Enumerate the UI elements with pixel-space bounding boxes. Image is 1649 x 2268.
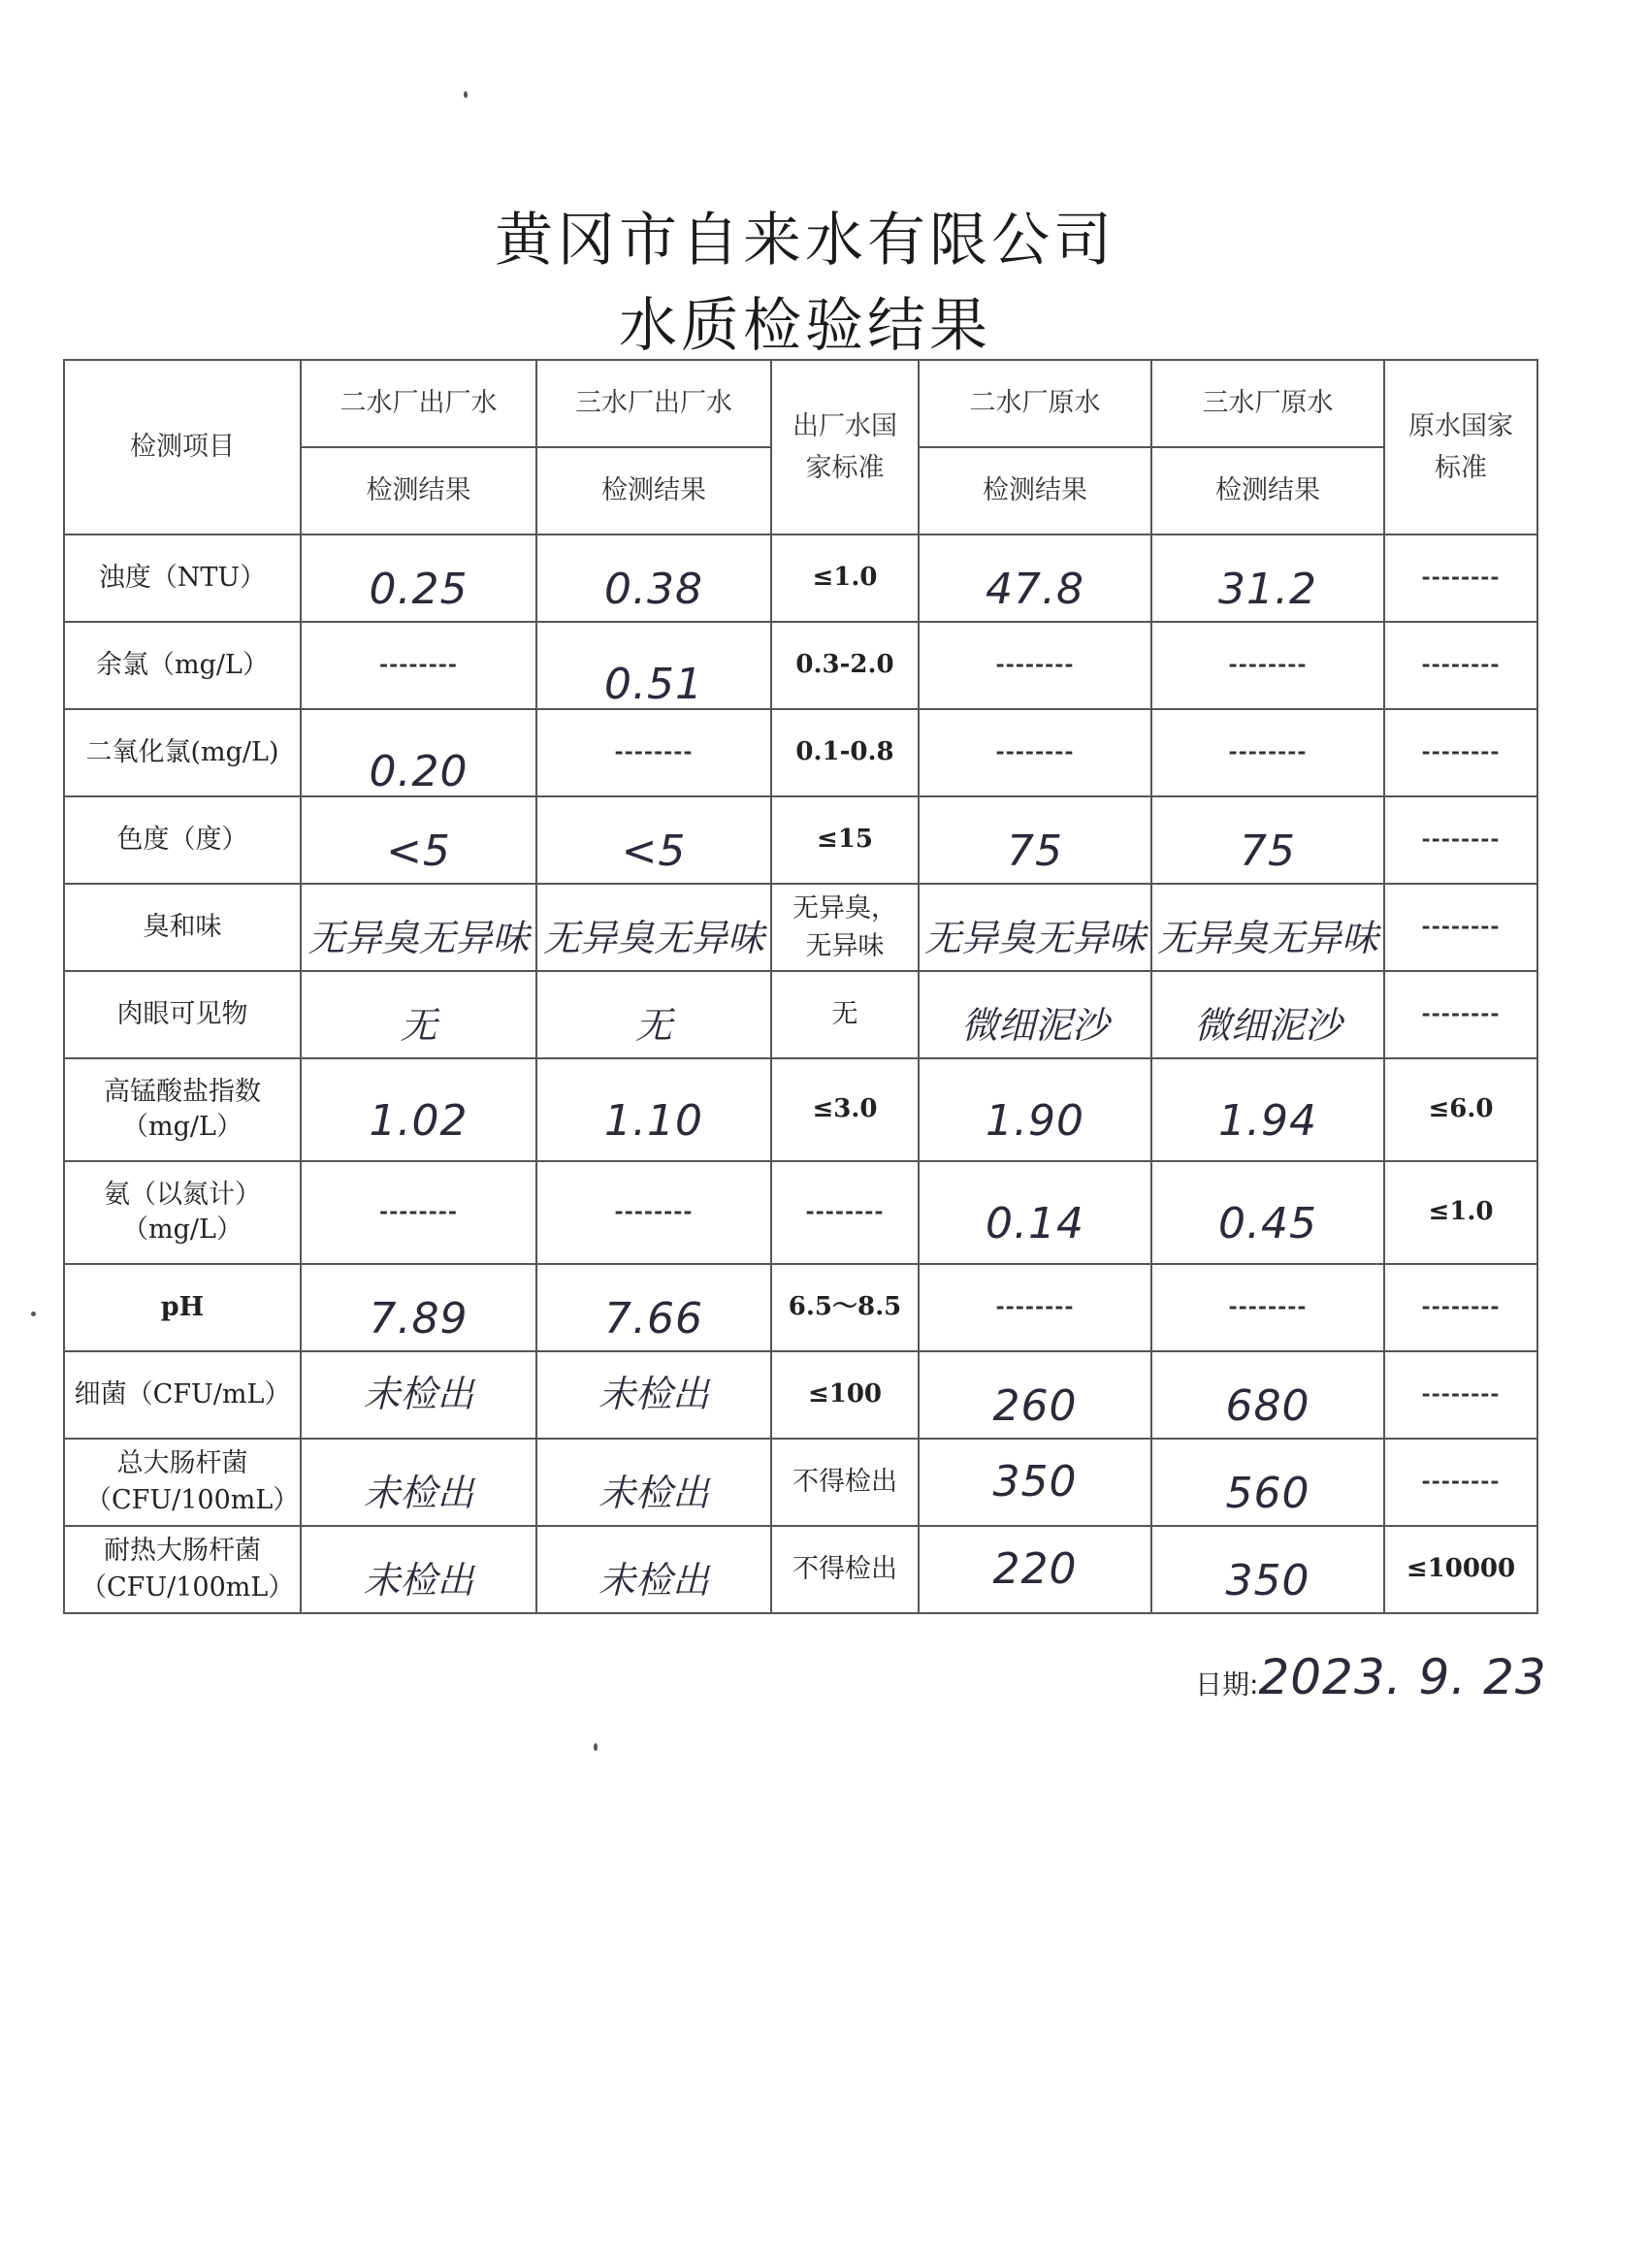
cell-col1: -------- bbox=[301, 622, 536, 709]
handwritten-value: 0.45 bbox=[1218, 1199, 1317, 1249]
handwritten-value: 未检出 bbox=[598, 1373, 709, 1416]
handwritten-value: 0.51 bbox=[604, 660, 703, 709]
cell-col2: -------- bbox=[536, 709, 771, 796]
handwritten-value: 7.89 bbox=[369, 1294, 469, 1345]
handwritten-value: <5 bbox=[621, 826, 687, 877]
cell-std-raw: -------- bbox=[1384, 1264, 1537, 1351]
table-row bbox=[64, 1058, 1537, 1161]
table-row bbox=[64, 1264, 1537, 1351]
row-item bbox=[64, 1161, 301, 1264]
cell-std-out: -------- bbox=[771, 1161, 919, 1264]
header-col3: 二水厂原水 bbox=[919, 360, 1151, 447]
cell-std-out bbox=[771, 884, 919, 971]
document-subtitle: 水质检验结果 bbox=[619, 292, 991, 360]
handwritten-value: 未检出 bbox=[363, 1373, 474, 1416]
row-item: pH bbox=[64, 1264, 301, 1351]
cell-std-raw: -------- bbox=[1384, 709, 1537, 796]
cell-col1 bbox=[301, 1264, 536, 1351]
cell-std-raw: ≤1.0 bbox=[1384, 1161, 1537, 1264]
cell-col1 bbox=[301, 1439, 536, 1526]
cell-std-raw: -------- bbox=[1384, 1351, 1537, 1439]
handwritten-value: 0.20 bbox=[369, 747, 469, 796]
handwritten-value: <5 bbox=[386, 826, 451, 877]
handwritten-value: 560 bbox=[1225, 1469, 1310, 1519]
cell-std-out: ≤100 bbox=[771, 1351, 919, 1439]
handwritten-value: 无 bbox=[634, 1004, 672, 1048]
header-std-raw bbox=[1384, 360, 1537, 535]
handwritten-value: 75 bbox=[1240, 826, 1296, 877]
cell-std-raw: -------- bbox=[1384, 884, 1537, 971]
date-block bbox=[1195, 1649, 1547, 1705]
water-quality-table bbox=[63, 359, 1538, 1614]
cell-col4 bbox=[1151, 796, 1384, 884]
cell-std-raw: -------- bbox=[1384, 535, 1537, 622]
handwritten-value: 无异臭无异味 bbox=[307, 917, 530, 960]
cell-std-out: 0.3-2.0 bbox=[771, 622, 919, 709]
handwritten-value: 未检出 bbox=[598, 1559, 709, 1603]
cell-col4: -------- bbox=[1151, 622, 1384, 709]
row-item: 臭和味 bbox=[64, 884, 301, 971]
table-row bbox=[64, 796, 1537, 884]
cell-col2 bbox=[536, 1058, 771, 1161]
row-item-text: 氨（以氮计）（mg/L） bbox=[104, 1179, 261, 1245]
handwritten-value: 0.38 bbox=[604, 565, 703, 615]
header-item: 检测项目 bbox=[64, 360, 301, 535]
handwritten-value: 微细泥沙 bbox=[960, 1004, 1109, 1048]
cell-col3 bbox=[919, 1526, 1151, 1613]
cell-std-out: ≤15 bbox=[771, 796, 919, 884]
handwritten-value: 无异臭无异味 bbox=[1156, 917, 1378, 960]
header-std-raw-text: 原水国家标准 bbox=[1408, 410, 1513, 483]
cell-col1 bbox=[301, 796, 536, 884]
cell-std-raw: -------- bbox=[1384, 796, 1537, 884]
table-row bbox=[64, 1439, 1537, 1526]
table-row bbox=[64, 622, 1537, 709]
row-item: 二氧化氯(mg/L) bbox=[64, 709, 301, 796]
cell-col2 bbox=[536, 796, 771, 884]
header-result-col3: 检测结果 bbox=[919, 447, 1151, 535]
row-item-text: 耐热大肠杆菌（CFU/100mL） bbox=[81, 1536, 295, 1603]
cell-std-out: ≤3.0 bbox=[771, 1058, 919, 1161]
cell-col4: -------- bbox=[1151, 1264, 1384, 1351]
table-row bbox=[64, 971, 1537, 1058]
cell-col3 bbox=[919, 1439, 1151, 1526]
handwritten-value: 220 bbox=[992, 1544, 1078, 1595]
handwritten-value: 47.8 bbox=[986, 565, 1084, 615]
cell-col3 bbox=[919, 1058, 1151, 1161]
handwritten-value: 680 bbox=[1225, 1381, 1310, 1432]
cell-std-raw: -------- bbox=[1384, 1439, 1537, 1526]
row-item-text: 高锰酸盐指数（mg/L） bbox=[104, 1076, 261, 1142]
date-label: 日期: bbox=[1195, 1669, 1259, 1701]
handwritten-value: 无 bbox=[400, 1004, 437, 1048]
table-row bbox=[64, 535, 1537, 622]
cell-col3 bbox=[919, 1161, 1151, 1264]
row-item bbox=[64, 1526, 301, 1613]
std-out-text: 无异臭，无异味 bbox=[792, 892, 897, 961]
row-item: 色度（度） bbox=[64, 796, 301, 884]
cell-col3 bbox=[919, 535, 1151, 622]
row-item bbox=[64, 1439, 301, 1526]
handwritten-value: 无异臭无异味 bbox=[542, 917, 764, 960]
handwritten-value: 未检出 bbox=[363, 1559, 474, 1603]
table-row bbox=[64, 884, 1537, 971]
cell-col1 bbox=[301, 1526, 536, 1613]
cell-col4 bbox=[1151, 971, 1384, 1058]
cell-std-out: ≤1.0 bbox=[771, 535, 919, 622]
cell-col4 bbox=[1151, 1161, 1384, 1264]
cell-col3: -------- bbox=[919, 1264, 1151, 1351]
cell-col4 bbox=[1151, 535, 1384, 622]
date-value: 2023. 9. 23 bbox=[1258, 1649, 1547, 1705]
handwritten-value: 350 bbox=[1225, 1556, 1310, 1606]
handwritten-value: 1.02 bbox=[369, 1096, 469, 1147]
cell-col2 bbox=[536, 535, 771, 622]
handwritten-value: 1.90 bbox=[986, 1096, 1084, 1147]
header-std-out bbox=[771, 360, 919, 535]
cell-col2 bbox=[536, 1526, 771, 1613]
header-col1: 二水厂出厂水 bbox=[301, 360, 536, 447]
header-result-col2: 检测结果 bbox=[536, 447, 771, 535]
cell-std-raw: ≤6.0 bbox=[1384, 1058, 1537, 1161]
cell-col1 bbox=[301, 1351, 536, 1439]
cell-col2 bbox=[536, 1439, 771, 1526]
handwritten-value: 0.25 bbox=[369, 565, 469, 615]
header-col2: 三水厂出厂水 bbox=[536, 360, 771, 447]
handwritten-value: 1.94 bbox=[1218, 1096, 1317, 1147]
cell-col4 bbox=[1151, 1351, 1384, 1439]
cell-col2: -------- bbox=[536, 1161, 771, 1264]
header-result-col1: 检测结果 bbox=[301, 447, 536, 535]
cell-col4 bbox=[1151, 1058, 1384, 1161]
handwritten-value: 微细泥沙 bbox=[1193, 1004, 1342, 1048]
cell-col4 bbox=[1151, 1526, 1384, 1613]
cell-std-out: 不得检出 bbox=[771, 1439, 919, 1526]
cell-col1 bbox=[301, 884, 536, 971]
cell-col4: -------- bbox=[1151, 709, 1384, 796]
row-item: 肉眼可见物 bbox=[64, 971, 301, 1058]
cell-col3 bbox=[919, 884, 1151, 971]
cell-std-out: 0.1-0.8 bbox=[771, 709, 919, 796]
handwritten-value: 31.2 bbox=[1218, 565, 1317, 615]
cell-col3 bbox=[919, 1351, 1151, 1439]
handwritten-value: 260 bbox=[992, 1381, 1078, 1432]
handwritten-value: 未检出 bbox=[598, 1472, 709, 1515]
table-row bbox=[64, 1161, 1537, 1264]
cell-col4 bbox=[1151, 884, 1384, 971]
cell-col1: -------- bbox=[301, 1161, 536, 1264]
cell-std-out: 无 bbox=[771, 971, 919, 1058]
cell-col3 bbox=[919, 971, 1151, 1058]
cell-std-raw: -------- bbox=[1384, 622, 1537, 709]
header-col4: 三水厂原水 bbox=[1151, 360, 1384, 447]
cell-col2 bbox=[536, 971, 771, 1058]
scan-speck bbox=[31, 1312, 36, 1316]
cell-col2 bbox=[536, 1264, 771, 1351]
table-row bbox=[64, 1351, 1537, 1439]
cell-col1 bbox=[301, 535, 536, 622]
cell-col4 bbox=[1151, 1439, 1384, 1526]
cell-col3 bbox=[919, 796, 1151, 884]
row-item-text: 总大肠杆菌（CFU/100mL） bbox=[85, 1448, 300, 1515]
cell-std-raw: ≤10000 bbox=[1384, 1526, 1537, 1613]
row-item: 余氯（mg/L） bbox=[64, 622, 301, 709]
handwritten-value: 1.10 bbox=[604, 1096, 703, 1147]
row-item: 细菌（CFU/mL） bbox=[64, 1351, 301, 1439]
scan-speck bbox=[464, 91, 468, 98]
cell-col2 bbox=[536, 622, 771, 709]
handwritten-value: 未检出 bbox=[363, 1472, 474, 1515]
cell-col2 bbox=[536, 884, 771, 971]
scan-speck bbox=[594, 1743, 598, 1751]
cell-col2 bbox=[536, 1351, 771, 1439]
cell-col3: -------- bbox=[919, 709, 1151, 796]
row-item: 浊度（NTU） bbox=[64, 535, 301, 622]
cell-std-out: 不得检出 bbox=[771, 1526, 919, 1613]
header-result-col4: 检测结果 bbox=[1151, 447, 1384, 535]
cell-std-raw: -------- bbox=[1384, 971, 1537, 1058]
header-std-out-text: 出厂水国家标准 bbox=[792, 410, 897, 483]
document-title: 黄冈市自来水有限公司 bbox=[495, 207, 1116, 275]
cell-std-out: 6.5～8.5 bbox=[771, 1264, 919, 1351]
table-row bbox=[64, 709, 1537, 796]
cell-col1 bbox=[301, 1058, 536, 1161]
handwritten-value: 75 bbox=[1007, 826, 1063, 877]
cell-col1 bbox=[301, 709, 536, 796]
cell-col1 bbox=[301, 971, 536, 1058]
table-row bbox=[64, 1526, 1537, 1613]
handwritten-value: 350 bbox=[992, 1457, 1078, 1507]
row-item bbox=[64, 1058, 301, 1161]
handwritten-value: 7.66 bbox=[604, 1294, 703, 1345]
handwritten-value: 0.14 bbox=[986, 1199, 1084, 1249]
handwritten-value: 无异臭无异味 bbox=[923, 917, 1146, 960]
cell-col3: -------- bbox=[919, 622, 1151, 709]
